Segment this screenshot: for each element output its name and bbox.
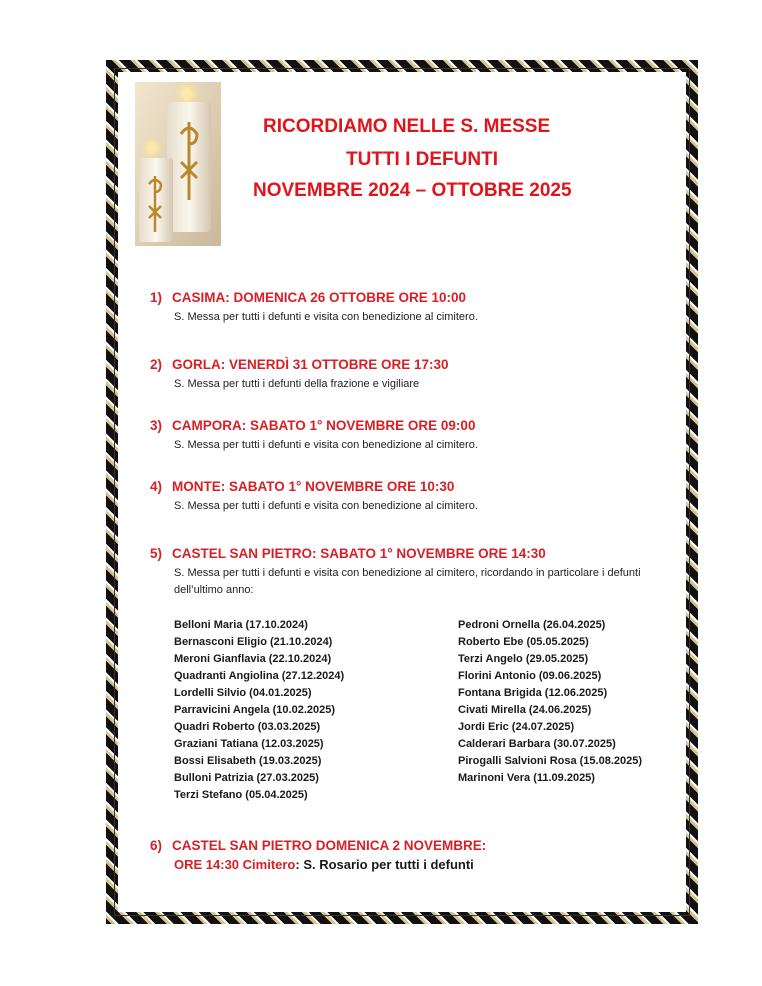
name-item: Marinoni Vera (11.09.2025) — [458, 772, 595, 784]
name-item: Quadri Roberto (03.03.2025) — [174, 721, 321, 733]
entry-number: 4) — [150, 479, 163, 494]
name-item: Belloni Maria (17.10.2024) — [174, 619, 308, 631]
entry-6-time: ORE 14:30 Cimitero — [174, 857, 296, 872]
entry-description: S. Messa per tutti i defunti e visita con benedizione al cimitero. — [174, 311, 478, 323]
entry-description: S. Messa per tutti i defunti e visita con benedizione al cimitero, ricordando in particolare i defunti dell’ultimo anno: — [174, 567, 641, 596]
entry-number: 5) — [150, 546, 163, 561]
name-item: Bernasconi Eligio (21.10.2024) — [174, 636, 333, 648]
entry-number: 3) — [150, 418, 163, 433]
entry-4 — [150, 479, 670, 515]
entry-number: 2) — [150, 357, 163, 372]
name-item: Jordi Eric (24.07.2025) — [458, 721, 575, 733]
entry-heading: CAMPORA: SABATO 1° NOVEMBRE ORE 09:00 — [172, 418, 476, 433]
name-item: Terzi Angelo (29.05.2025) — [458, 653, 589, 665]
entry-description: S. Messa per tutti i defunti e visita con benedizione al cimitero. — [174, 439, 478, 451]
entry-heading: CASTEL SAN PIETRO DOMENICA 2 NOVEMBRE: — [172, 838, 487, 853]
entry-6-rest: : S. Rosario per tutti i defunti — [295, 857, 474, 872]
name-item: Calderari Barbara (30.07.2025) — [458, 738, 616, 750]
entry-number: 6) — [150, 838, 163, 853]
name-item: Roberto Ebe (05.05.2025) — [458, 636, 589, 648]
title-line-3: NOVEMBRE 2024 – OTTOBRE 2025 — [253, 180, 572, 201]
name-item: Meroni Gianflavia (22.10.2024) — [174, 653, 332, 665]
entry-1 — [150, 290, 670, 326]
name-item: Florini Antonio (09.06.2025) — [458, 670, 602, 682]
name-item: Lordelli Silvio (04.01.2025) — [174, 687, 312, 699]
entry-heading: GORLA: VENERDÌ 31 OTTOBRE ORE 17:30 — [172, 357, 449, 372]
name-item: Pirogalli Salvioni Rosa (15.08.2025) — [458, 755, 643, 767]
entry-6 — [150, 838, 670, 872]
entry-2 — [150, 357, 670, 393]
entry-heading: CASTEL SAN PIETRO: SABATO 1° NOVEMBRE ORE 14:30 — [172, 546, 546, 561]
entry-description: S. Messa per tutti i defunti e visita con benedizione al cimitero. — [174, 500, 478, 512]
names-list-right — [458, 617, 642, 787]
entry-5 — [150, 546, 670, 599]
title-line-2: TUTTI I DEFUNTI — [346, 149, 498, 170]
name-item: Terzi Stefano (05.04.2025) — [174, 789, 308, 801]
entry-3 — [150, 418, 670, 454]
name-item: Pedroni Ornella (26.04.2025) — [458, 619, 606, 631]
name-item: Civati Mirella (24.06.2025) — [458, 704, 592, 716]
names-list-left — [174, 617, 344, 804]
candles-icon — [135, 82, 221, 246]
title-line-1: RICORDIAMO NELLE S. MESSE — [263, 116, 551, 137]
candles-image — [135, 82, 221, 246]
name-item: Bulloni Patrizia (27.03.2025) — [174, 772, 319, 784]
entry-description: S. Messa per tutti i defunti della frazione e vigiliare — [174, 378, 420, 390]
name-item: Quadranti Angiolina (27.12.2024) — [174, 670, 345, 682]
name-item: Parravicini Angela (10.02.2025) — [174, 704, 336, 716]
name-item: Bossi Elisabeth (19.03.2025) — [174, 755, 322, 767]
name-item: Fontana Brigida (12.06.2025) — [458, 687, 608, 699]
name-item: Graziani Tatiana (12.03.2025) — [174, 738, 324, 750]
entry-heading: MONTE: SABATO 1° NOVEMBRE ORE 10:30 — [172, 479, 455, 494]
entry-6-detail — [150, 857, 670, 872]
entry-number: 1) — [150, 290, 163, 305]
entry-heading: CASIMA: DOMENICA 26 OTTOBRE ORE 10:00 — [172, 290, 467, 305]
